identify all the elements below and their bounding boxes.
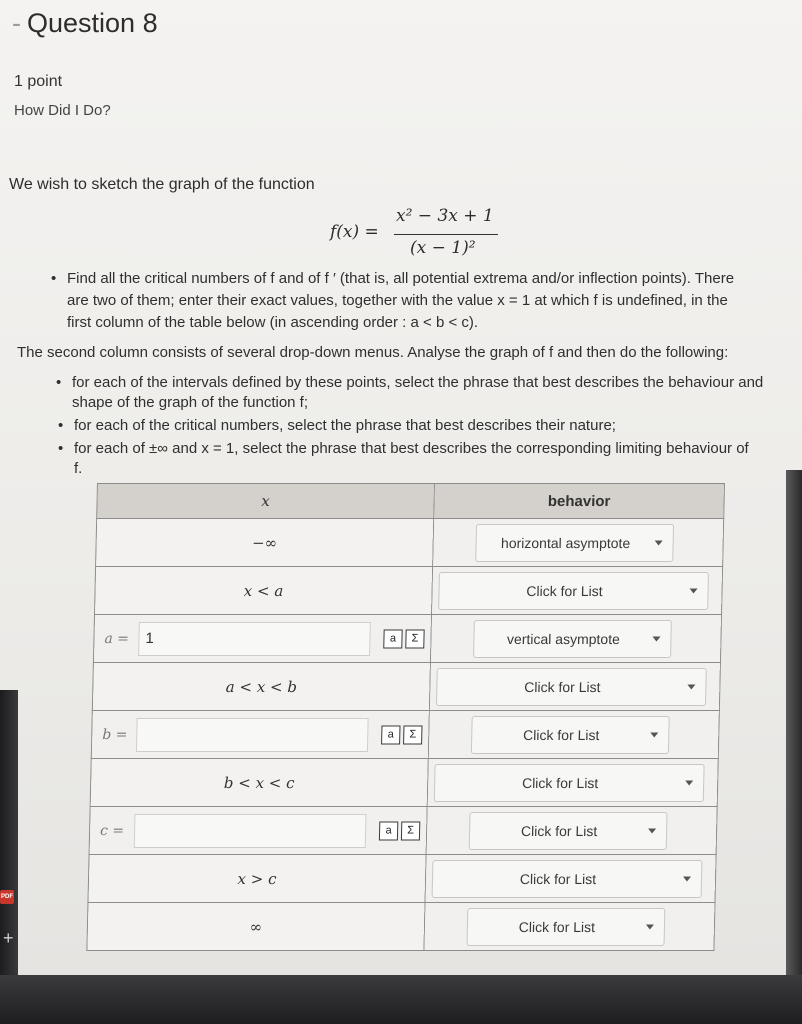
behavior-select[interactable] xyxy=(436,668,707,706)
table-row xyxy=(89,807,717,855)
pdf-icon[interactable]: PDF xyxy=(0,890,14,904)
behavior-select[interactable] xyxy=(467,908,666,946)
behavior-table xyxy=(86,483,725,951)
preview-icon[interactable]: a xyxy=(379,821,398,840)
behavior-select[interactable] xyxy=(432,860,703,898)
bullet-critical-2: are two of them; enter their exact values, together with the value x = 1 at which f is undefined, in the xyxy=(67,292,728,309)
behavior-cell xyxy=(429,663,720,711)
table-header-row xyxy=(97,484,725,519)
chevron-down-icon xyxy=(685,780,693,785)
select-value: Click for List xyxy=(518,918,596,935)
bullet-intervals-1: • for each of the intervals defined by these points, select the phrase that best describes the behaviour and xyxy=(72,372,763,394)
x-cell: x > c xyxy=(88,855,426,903)
behavior-cell xyxy=(427,759,718,807)
chevron-down-icon xyxy=(648,828,656,833)
behavior-select[interactable] xyxy=(438,572,709,610)
select-value: Click for List xyxy=(520,822,598,839)
x-cell: a < x < b xyxy=(92,663,430,711)
entry-wrapper xyxy=(92,711,429,758)
select-value: vertical asymptote xyxy=(506,630,621,647)
entry-cell xyxy=(91,711,429,759)
collapse-dash[interactable]: - xyxy=(12,8,21,38)
intro-text: We wish to sketch the graph of the function xyxy=(9,176,315,193)
formula-lhs: f(x) = xyxy=(330,222,379,242)
behavior-select[interactable] xyxy=(469,812,668,850)
b-value-input[interactable] xyxy=(136,718,369,752)
table-row xyxy=(88,855,716,903)
second-column-text: The second column consists of several drop-down menus. Analyse the graph of f and then do the following: xyxy=(17,344,729,361)
fraction-bar xyxy=(394,234,498,235)
table-row xyxy=(87,903,715,951)
table-row xyxy=(95,567,723,615)
entry-wrapper xyxy=(90,807,427,854)
c-value-input[interactable] xyxy=(134,814,367,848)
sigma-icon[interactable]: Σ xyxy=(403,725,422,744)
left-sidebar xyxy=(0,690,18,1024)
select-value: Click for List xyxy=(522,726,600,743)
sigma-icon[interactable]: Σ xyxy=(401,821,420,840)
behavior-select[interactable] xyxy=(471,716,670,754)
chevron-down-icon xyxy=(687,684,695,689)
formula-denominator: (x − 1)² xyxy=(410,238,476,258)
bullet-critical-3: first column of the table below (in ascending order : a < b < c). xyxy=(67,314,479,331)
preview-icon[interactable]: a xyxy=(383,629,402,648)
right-edge xyxy=(786,470,802,1024)
entry-cell xyxy=(93,615,431,663)
preview-icon[interactable]: a xyxy=(381,725,400,744)
bullet-critical-nature: • for each of the critical numbers, select the phrase that best describes their nature; xyxy=(74,415,616,437)
chevron-down-icon xyxy=(652,636,660,641)
entry-cell xyxy=(89,807,427,855)
behavior-cell xyxy=(428,711,719,759)
x-cell: b < x < c xyxy=(90,759,428,807)
entry-label: b = xyxy=(102,726,128,743)
chevron-down-icon xyxy=(690,588,698,593)
table-row xyxy=(93,615,721,663)
behavior-cell xyxy=(433,519,724,567)
x-cell: −∞ xyxy=(96,519,434,567)
table-row xyxy=(91,711,719,759)
bottom-bezel xyxy=(0,975,802,1024)
question-title: Question 8 xyxy=(27,8,158,38)
x-cell: x < a xyxy=(95,567,433,615)
select-value: Click for List xyxy=(519,870,597,887)
behavior-cell xyxy=(425,855,716,903)
bullet-limits-2: f. xyxy=(74,460,83,477)
bullet-limits-1: • for each of ±∞ and x = 1, select the phrase that best describes the corresponding limiting behaviour of xyxy=(74,438,749,460)
entry-tools xyxy=(381,725,422,744)
formula-numerator: x² − 3x + 1 xyxy=(396,206,494,226)
chevron-down-icon xyxy=(650,732,658,737)
question-heading xyxy=(12,8,158,39)
behavior-select[interactable] xyxy=(434,764,705,802)
select-value: Click for List xyxy=(524,678,601,695)
select-value: horizontal asymptote xyxy=(500,534,631,551)
bullet-critical-1: • Find all the critical numbers of f and of f ′ (that is, all potential extrema and/or inflection points). There xyxy=(67,268,734,290)
select-value: Click for List xyxy=(526,582,603,599)
plus-icon[interactable]: + xyxy=(3,928,14,948)
header-behavior: behavior xyxy=(434,484,725,519)
behavior-cell xyxy=(426,807,717,855)
behavior-cell xyxy=(430,615,721,663)
behavior-select[interactable] xyxy=(473,620,672,658)
behavior-cell xyxy=(424,903,715,951)
how-did-i-do-link[interactable]: How Did I Do? xyxy=(14,102,111,119)
entry-label: c = xyxy=(99,822,125,839)
entry-label: a = xyxy=(104,630,130,647)
table-row xyxy=(92,663,720,711)
points-label: 1 point xyxy=(14,73,63,90)
chevron-down-icon xyxy=(683,876,691,881)
select-value: Click for List xyxy=(521,774,599,791)
a-value-input[interactable]: 1 xyxy=(138,622,371,656)
entry-tools xyxy=(379,821,420,840)
bullet-intervals-2: shape of the graph of the function f; xyxy=(72,394,309,411)
entry-wrapper xyxy=(94,615,431,662)
behavior-cell xyxy=(432,567,723,615)
sigma-icon[interactable]: Σ xyxy=(405,629,424,648)
table-row xyxy=(90,759,718,807)
table-row xyxy=(96,519,724,567)
entry-tools xyxy=(383,629,424,648)
chevron-down-icon xyxy=(646,924,654,929)
chevron-down-icon xyxy=(655,540,663,545)
behavior-select[interactable] xyxy=(475,524,674,562)
x-cell: ∞ xyxy=(87,903,425,951)
header-x: x xyxy=(97,484,435,519)
